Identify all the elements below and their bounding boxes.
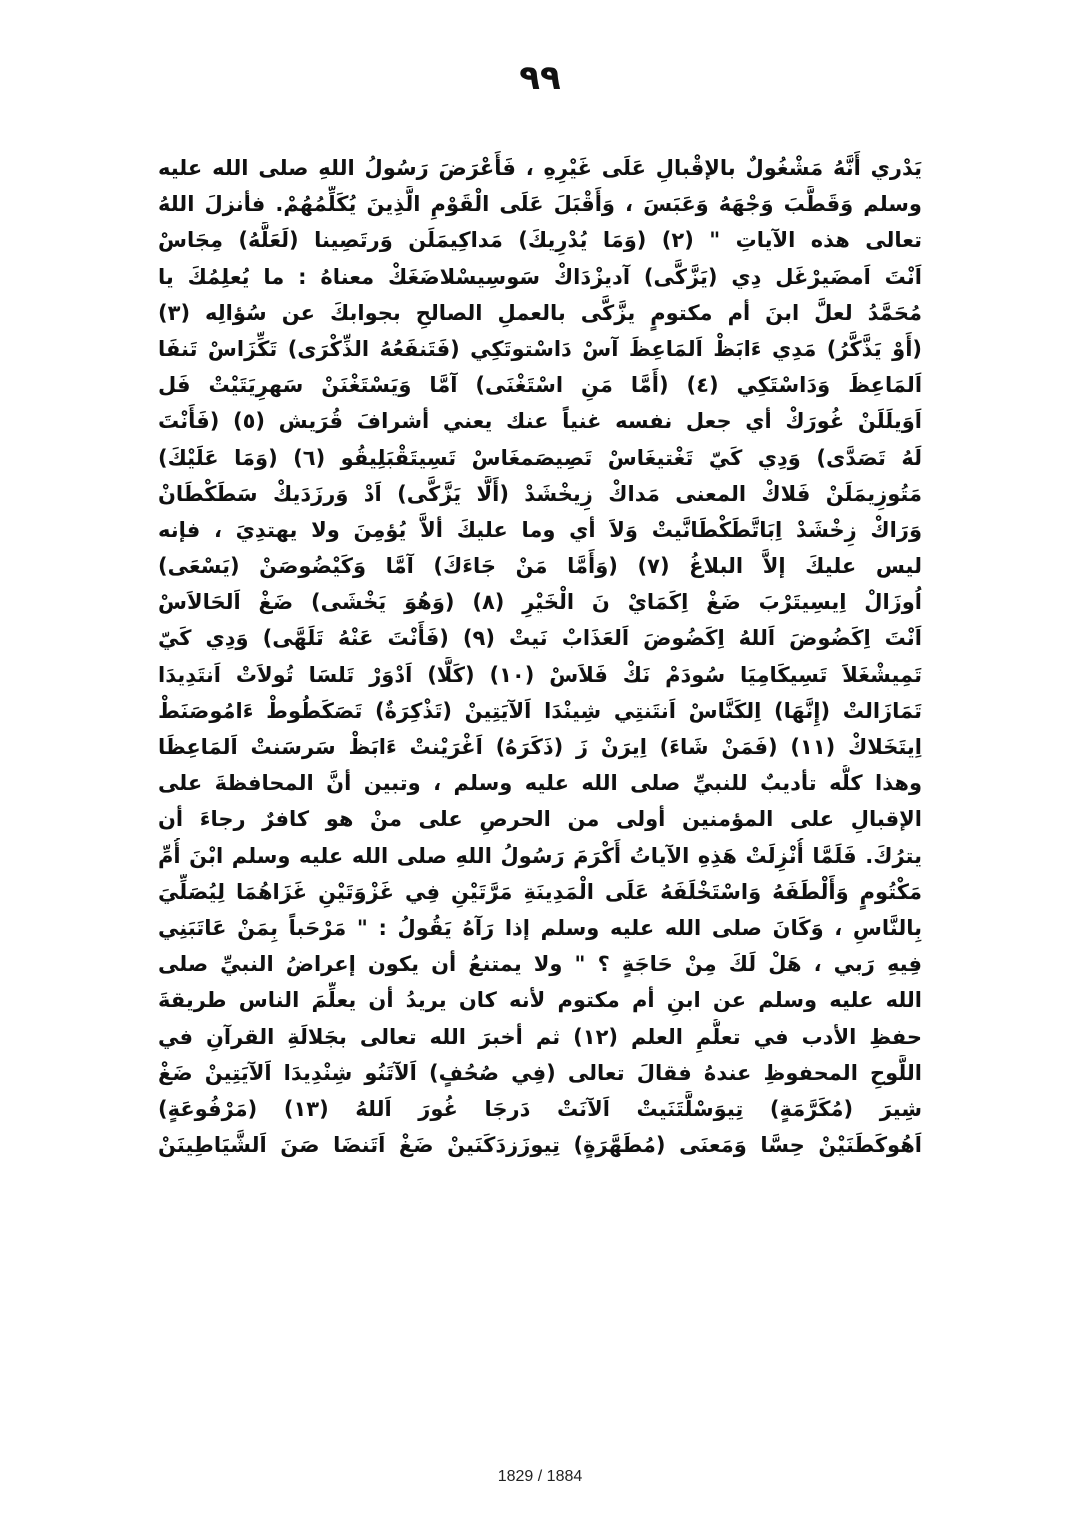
text-line: مَكْتُومٍ وَأَلْطَفَهُ وَاسْتَخْلَفَهُ عَلَى الْمَدِينَةِ مَرَّتَيْنِ فِي غَزْوَتَيْنِ غَزَاهُمَا لِيُصَلِّيَ	[158, 879, 922, 904]
text-line: لَهُ تَصَدَّى) وَدِي كَيّ تَغْتيغَاسْ تَصِيصَمغَاسْ تَسِيتَقْبَلِيقُو (٦) (وَمَا عَلَيْكَ)	[158, 445, 922, 470]
text-line: اَوَيلَلَنْ غُورَكْ أي جعل نفسه غنياً عنك يعني أشرافَ قُرَيش (٥) (فَأَنْتَ	[158, 409, 922, 434]
text-line: فِيهِ رَبي ، هَلْ لَكَ مِنْ حَاجَةٍ ؟ " ولا يمتنعُ أن يكون إعراضُ النبيِّ صلى	[158, 952, 922, 977]
text-line: اِيتَخَلاكْ (١١) (فَمَنْ شَاءَ) اِيرَنْ زَ (ذَكَرَهُ) اَغْرَيْنتْ ءَابَظْ سَرسَنتْ اَلمَاعِظَا	[158, 735, 922, 759]
text-line: تَمَازَالتْ (إِنَّهَا) اِلكَنَّاسْ اَنتَنتِي شِينْدَا اَلآيَتِينْ (تَذْكِرَةٌ) تَصَكَطُوطْ ءَامُوصَنَطْ	[158, 698, 922, 723]
text-line: مَتُوزِيمَلَنْ فَلاكْ المعنى مَداكْ زِيخْشَدْ (أَلَّا يَزَّكَّى) اَدْ وَرزَدَيكْ سَطَكْطَانْ	[158, 481, 922, 506]
page-counter: 1829 / 1884	[497, 1468, 583, 1485]
text-line: وسلم وَقَطَّبَ وَجْهَهُ وَعَبَسَ ، وَأَقْبَلَ عَلَى الْقَوْمِ الَّذِينَ يُكَلِّمُهُمْ. فأنزلَ اللهُ	[158, 192, 922, 217]
text-line: يترُكَ. فَلَمَّا أُنْزِلَتْ هَذِهِ الآياتُ أَكْرَمَ رَسُولُ اللهِ صلى الله عليه وسلم ابْنَ أُمِّ	[158, 843, 922, 868]
text-line: اَهُوكَطَنَيْنْ حِسَّا وَمَعنَى (مُطَهَّرَةٍ) تِيوزَزدَكَنَينْ ضَغْ اَتَنضَا صَنَ اَلشَّيَاطِينَنْ	[158, 1133, 922, 1158]
text-line: اُوزَالْ اِيسِيتَرْبَ ضَغْ اِكَمَايْ نَ الْخَيْرِ (٨) (وَهُوَ يَخْشَى) ضَغْ اَلحَالاَسْ	[158, 590, 922, 615]
text-line: (أَوْ يَذَّكَّرُ) مَدِي ءَابَظْ اَلمَاعِظَ آسْ دَاسْتوتَكِي (فَتَنفَعُهُ الذِّكْرَى) تَكِّزَاسْ تَنفَا	[158, 336, 922, 361]
text-line: تعالى هذه الآياتِ " (٢) (وَمَا يُدْرِيكَ) مَداكِيمَلَن وَرتَصِينا (لَعَلَّهُ) مِجَاسْ	[158, 228, 922, 253]
text-line: اَلمَاعِظَ وَدَاسْتَكِي (٤) (أَمَّا مَنِ اسْتَغْنَى) آمَّا وَيَسْتَغْنَنْ سَهرِيَتَيْتْ فَل	[158, 373, 922, 398]
text-line: وهذا كلُّه تأديبٌ للنبيِّ صلى الله عليه وسلم ، وتبين أنَّ المحافظةَ على	[158, 771, 922, 796]
body-text	[158, 150, 922, 1163]
text-line: شِيرَ (مُكَرَّمَةٍ) تِيوَسْلَّتَنَيتْ اَلآنَتْ دَرجَا غُورَ اَللهُ (١٣) (مَرْفُوعَةٍ)	[158, 1096, 922, 1121]
text-line: بِالنَّاسِ ، وَكَانَ صلى الله عليه وسلم إذا رَآهُ يَقُولُ : " مَرْحَباً بِمَنْ عَاتَبَنِي	[158, 915, 922, 940]
text-line: حفظِ الأدب في تعلُّمِ العلم (١٢) ثم أخبرَ الله تعالى بجَلالَةِ القرآنِ في	[158, 1024, 922, 1049]
page-number: ٩٩	[519, 58, 561, 98]
text-line: ليس عليكَ إلاَّ البلاغُ (٧) (وَأَمَّا مَنْ جَاءَكَ) آمَّا وَكَيْضُوصَنْ (يَسْعَى)	[158, 554, 922, 579]
text-line: تَمِيشْغَلاَ تَسِيكَامِيَا سُودَمْ نَكْ فَلاَسْ (١٠) (كَلَّا) اَدْوَرْ تَلسَا تُولاَتْ اَنتَدِيدَا	[158, 662, 922, 687]
text-line: اَنْتَ اِكَضُوضَ اَللهُ اِكَضُوضَ اَلعَذَابْ نَيتْ (٩) (فَأَنْتَ عَنْهُ تَلَهَّى) وَدِي كَيّ	[158, 626, 922, 651]
text-line: يَدْري أَنَّهُ مَشْغُولٌ بالإقْبالِ عَلَى غَيْرِهِ ، فَأَعْرَضَ رَسُولُ اللهِ صلى الله عليه	[158, 156, 922, 180]
text-line: الإقبالِ على المؤمنين أولى من الحرصِ على منْ هو كافرٌ رجاءَ أن	[158, 807, 922, 832]
text-line: اَنْتَ اَمضَيرْغَل دِي (يَزَّكَّى) آديزْدَاكْ سَوسِيسْلاضَغَكْ معناهُ : ما يُعلِمُكَ يا	[158, 264, 922, 289]
text-line: اللَّوحِ المحفوظِ عندهُ فقالَ تعالى (فِي صُحُفٍ) اَلآتَنُو شِنْدِيدَا اَلآيَتِينْ ضَغْ	[158, 1060, 922, 1085]
text-line: الله عليه وسلم عن ابنِ أم مكتوم لأنه كان يريدُ أن يعلِّمَ الناس طريقةَ	[158, 988, 922, 1013]
text-line: مُحَمَّدُ لعلَّ ابنَ أم مكتومٍ يزَّكَّى بالعملِ الصالحِ بجوابكَ عن سُؤالِه (٣)	[158, 300, 922, 325]
text-line: وَرَاكْ زِخْشَدْ اِبَاتَّطَكْطَانَّيتْ وَلاَ أي وما عليكَ ألاَّ يُؤمِنَ ولا يهتدِيَ ، فإنه	[158, 517, 922, 542]
